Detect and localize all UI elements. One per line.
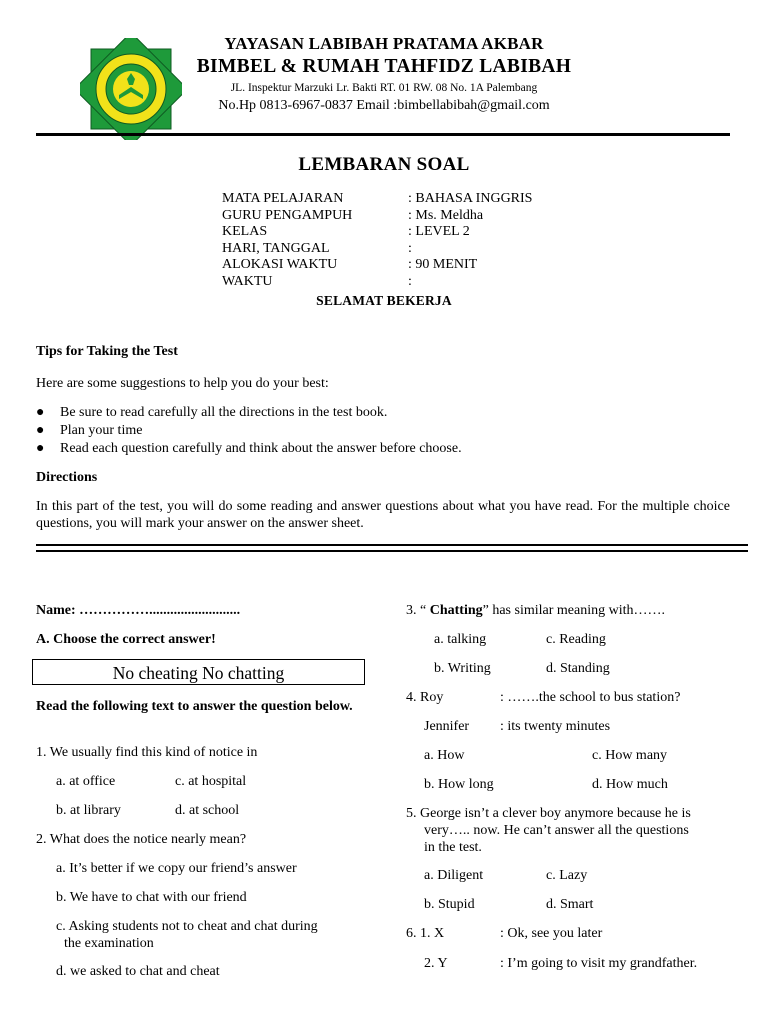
info-row <box>222 241 532 258</box>
section-divider-bottom <box>36 550 748 552</box>
institution-name: BIMBEL & RUMAH TAHFIDZ LABIBAH <box>196 56 572 77</box>
q5-option-b: b. Stupid <box>424 897 475 912</box>
info-value: : BAHASA INGGRIS <box>408 191 533 206</box>
info-row <box>222 208 532 225</box>
list-item-text: Plan your time <box>60 423 143 438</box>
info-value: : Ms. Meldha <box>408 207 484 223</box>
question-5: 5. George isn’t a clever boy anymore because he is <box>406 806 691 821</box>
question-3 <box>406 602 665 619</box>
q1-option-c: c. at hospital <box>175 774 247 789</box>
q2-option-c-cont: the examination <box>64 936 154 951</box>
info-row <box>222 191 532 208</box>
info-row <box>222 274 532 291</box>
q2-option-a: a. It’s better if we copy our friend’s answer <box>56 861 297 876</box>
info-value: : <box>408 240 412 256</box>
q4-line-2: : its twenty minutes <box>500 719 611 734</box>
bullet-icon: ● <box>36 405 45 420</box>
q4-option-c: c. How many <box>592 748 668 763</box>
tips-intro: Here are some suggestions to help you do your best: <box>36 376 329 391</box>
info-key: ALOKASI WAKTU <box>222 257 338 273</box>
q3-option-a: a. talking <box>434 632 487 647</box>
bullet-icon: ● <box>36 423 45 438</box>
q1-option-b: b. at library <box>56 803 121 818</box>
q6-speaker-1: 6. 1. X <box>406 926 445 941</box>
list-item-text: Be sure to read carefully all the directions in the test book. <box>60 405 388 420</box>
info-key: WAKTU <box>222 273 273 289</box>
q3-option-d: d. Standing <box>546 661 610 676</box>
q4-speaker-1: 4. Roy <box>406 690 444 705</box>
q6-line-1: : Ok, see you later <box>500 926 603 941</box>
reading-instruction: Read the following text to answer the question below. <box>36 699 353 714</box>
q4-option-a: a. How <box>424 748 465 763</box>
notice-box: No cheating No chatting <box>32 659 365 685</box>
q1-option-a: a. at office <box>56 774 116 789</box>
greeting: SELAMAT BEKERJA <box>316 293 452 308</box>
list-item <box>36 404 736 422</box>
q4-option-b: b. How long <box>424 777 494 792</box>
q2-option-b: b. We have to chat with our friend <box>56 890 247 905</box>
info-row <box>222 257 532 274</box>
directions-text: In this part of the test, you will do some reading and answer questions about what you have read. For the multiple choice questions, you will mark your answer on the answer sheet. <box>36 499 730 531</box>
info-value: : <box>408 273 412 289</box>
info-value: : 90 MENIT <box>408 257 478 273</box>
q5-option-c: c. Lazy <box>546 868 588 883</box>
info-key: HARI, TANGGAL <box>222 240 330 256</box>
q3-suffix: ” has similar meaning with……. <box>482 603 665 618</box>
exam-info <box>222 191 532 291</box>
header-divider <box>36 133 730 136</box>
address-line: JL. Inspektur Marzuki Lr. Bakti RT. 01 RW. 08 No. 1A Palembang <box>230 82 538 94</box>
list-item <box>36 422 736 440</box>
directions-heading: Directions <box>36 470 98 485</box>
section-divider-top <box>36 544 748 546</box>
info-key: MATA PELAJARAN <box>222 191 344 206</box>
q3-option-c: c. Reading <box>546 632 606 647</box>
q2-option-c: c. Asking students not to cheat and chat during <box>56 919 318 934</box>
q5-option-d: d. Smart <box>546 897 594 912</box>
student-name-field: Name: …………….......................... <box>36 603 241 618</box>
question-5-cont-2: in the test. <box>424 840 482 855</box>
section-a-heading: A. Choose the correct answer! <box>36 632 216 647</box>
q5-option-a: a. Diligent <box>424 868 484 883</box>
foundation-name: YAYASAN LABIBAH PRATAMA AKBAR <box>224 34 544 53</box>
tips-list <box>36 404 736 458</box>
question-5-cont: very….. now. He can’t answer all the questions <box>424 823 689 838</box>
tips-heading: Tips for Taking the Test <box>36 344 178 359</box>
question-2: 2. What does the notice nearly mean? <box>36 832 247 847</box>
q4-line-1: : …….the school to bus station? <box>500 690 681 705</box>
question-1: 1. We usually find this kind of notice in <box>36 745 258 760</box>
q3-option-b: b. Writing <box>434 661 491 676</box>
info-value: : LEVEL 2 <box>408 224 470 240</box>
q3-prefix: 3. “ <box>406 603 430 618</box>
bullet-icon: ● <box>36 441 45 456</box>
school-logo-icon <box>80 38 182 140</box>
q3-keyword: Chatting <box>429 603 483 618</box>
info-row <box>222 224 532 241</box>
q2-option-d: d. we asked to chat and cheat <box>56 964 220 979</box>
contact-line: No.Hp 0813-6967-0837 Email :bimbellabibah@gmail.com <box>218 98 550 113</box>
q1-option-d: d. at school <box>175 803 240 818</box>
list-item <box>36 440 736 458</box>
page-title: LEMBARAN SOAL <box>298 154 470 175</box>
list-item-text: Read each question carefully and think about the answer before choose. <box>60 441 462 456</box>
info-key: GURU PENGAMPUH <box>222 207 353 223</box>
q4-option-d: d. How much <box>592 777 668 792</box>
q4-speaker-2: Jennifer <box>424 719 470 734</box>
q6-line-2: : I’m going to visit my grandfather. <box>500 956 698 971</box>
info-key: KELAS <box>222 224 268 240</box>
q6-speaker-2: 2. Y <box>424 956 448 971</box>
